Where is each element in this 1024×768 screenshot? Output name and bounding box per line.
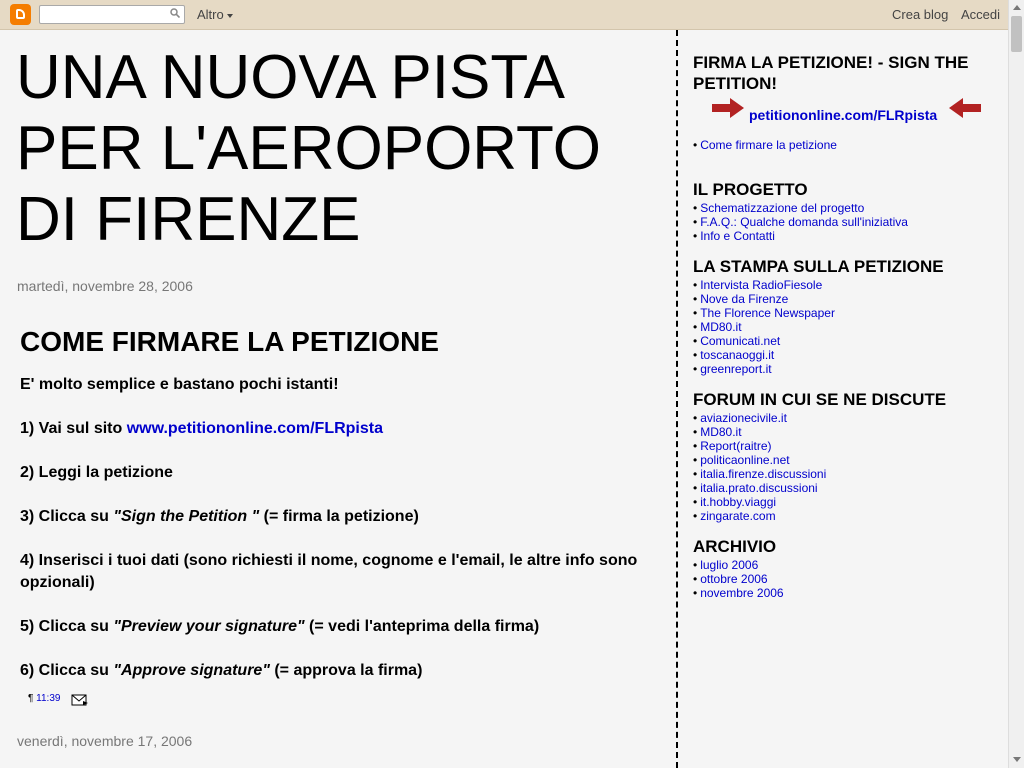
step-6-suffix: (= approva la firma) xyxy=(269,662,423,679)
sidebar-link[interactable]: The Florence Newspaper xyxy=(700,306,835,320)
sidebar-link[interactable]: luglio 2006 xyxy=(700,558,759,572)
list-item xyxy=(693,229,908,243)
list-item xyxy=(693,138,837,152)
list-item xyxy=(693,572,784,586)
email-post-icon[interactable] xyxy=(71,693,89,707)
vertical-scrollbar[interactable] xyxy=(1008,0,1024,768)
sidebar-link[interactable]: Report(raitre) xyxy=(700,439,772,453)
sidebar-link[interactable]: italia.firenze.discussioni xyxy=(700,467,827,481)
stampa-list xyxy=(693,278,835,376)
list-item xyxy=(693,411,826,425)
step-3-em: "Sign the Petition " xyxy=(113,508,260,525)
sidebar-link[interactable]: toscanaoggi.it xyxy=(700,348,775,362)
search-input[interactable] xyxy=(43,7,165,24)
list-item xyxy=(693,306,835,320)
search-box[interactable] xyxy=(39,5,185,24)
sidebar-link[interactable]: Schematizzazione del progetto xyxy=(700,201,865,215)
altro-label: Altro xyxy=(197,7,224,22)
arrow-left-icon xyxy=(949,98,981,118)
blogger-navbar xyxy=(0,0,1024,30)
list-item xyxy=(693,467,826,481)
crea-blog-link[interactable]: Crea blog xyxy=(892,7,949,22)
next-post-date: venerdì, novembre 17, 2006 xyxy=(17,733,193,749)
list-item xyxy=(693,439,826,453)
sidebar-link[interactable]: F.A.Q.: Qualche domanda sull'iniziativa xyxy=(700,215,908,229)
sidebar-link[interactable]: MD80.it xyxy=(700,425,742,439)
sidebar-link[interactable]: Intervista RadioFiesole xyxy=(700,278,823,292)
list-item xyxy=(693,320,835,334)
step-3-suffix: (= firma la petizione) xyxy=(259,508,419,525)
forum-heading: FORUM IN CUI SE NE DISCUTE xyxy=(693,390,947,409)
step-1 xyxy=(20,418,650,440)
sidebar-link[interactable]: Nove da Firenze xyxy=(700,292,789,306)
step-6 xyxy=(20,660,650,682)
archivio-heading: ARCHIVIO xyxy=(693,537,777,556)
sidebar-link[interactable]: MD80.it xyxy=(700,320,742,334)
list-item xyxy=(693,481,826,495)
sidebar-link[interactable]: it.hobby.viaggi xyxy=(700,495,777,509)
list-item xyxy=(693,453,826,467)
sidebar-link[interactable]: aviazionecivile.it xyxy=(700,411,787,425)
firma-heading: FIRMA LA PETIZIONE! - SIGN THE PETITION! xyxy=(693,53,969,93)
list-item xyxy=(693,558,784,572)
list-item xyxy=(693,362,835,376)
step-5-text: 5) Clicca su xyxy=(20,618,114,635)
altro-menu[interactable] xyxy=(197,7,233,22)
step-2: 2) Leggi la petizione xyxy=(20,464,173,481)
forum-list xyxy=(693,411,826,523)
post-time-link[interactable]: 11:39 xyxy=(36,693,61,704)
blog-title[interactable]: UNA NUOVA PISTA PER L'AEROPORTO DI FIRENZE xyxy=(16,43,601,254)
list-item xyxy=(693,509,826,523)
step-5-suffix: (= vedi l'anteprima della firma) xyxy=(304,618,540,635)
progetto-heading: IL PROGETTO xyxy=(693,180,808,199)
sidebar-link[interactable]: greenreport.it xyxy=(700,362,772,376)
list-item xyxy=(693,201,908,215)
scroll-up-icon[interactable] xyxy=(1013,5,1021,10)
list-item xyxy=(693,292,835,306)
post-title: COME FIRMARE LA PETIZIONE xyxy=(20,326,439,357)
chevron-down-icon xyxy=(227,14,233,18)
sidebar-link[interactable]: ottobre 2006 xyxy=(700,572,768,586)
sidebar-link[interactable]: politicaonline.net xyxy=(700,453,790,467)
list-item xyxy=(693,215,908,229)
list-item xyxy=(693,495,826,509)
scrollbar-thumb[interactable] xyxy=(1011,16,1022,52)
progetto-list xyxy=(693,201,908,243)
step-5 xyxy=(20,616,650,638)
archivio-list xyxy=(693,558,784,600)
post-date: martedì, novembre 28, 2006 xyxy=(17,278,193,294)
firma-list xyxy=(693,138,837,152)
petition-url-link[interactable]: www.petitiononline.com/FLRpista xyxy=(126,420,383,437)
step-4: 4) Inserisci i tuoi dati (sono richiesti il nome, cognome e l'email, le altre info sono opzionali) xyxy=(20,552,638,591)
petition-link[interactable]: petitiononline.com/FLRpista xyxy=(749,107,938,123)
sidebar-link[interactable]: Info e Contatti xyxy=(700,229,775,243)
main-column xyxy=(0,30,676,768)
list-item xyxy=(693,348,835,362)
list-item xyxy=(693,278,835,292)
arrow-right-icon xyxy=(712,98,744,118)
sidebar-link[interactable]: Comunicati.net xyxy=(700,334,781,348)
step-6-em: "Approve signature" xyxy=(113,662,270,679)
accedi-link[interactable]: Accedi xyxy=(961,7,1001,22)
list-item xyxy=(693,334,835,348)
search-icon[interactable] xyxy=(170,8,180,18)
list-item xyxy=(693,586,784,600)
scroll-down-icon[interactable] xyxy=(1013,757,1021,762)
step-3 xyxy=(20,506,650,528)
pilcrow-icon: ¶ xyxy=(28,693,34,704)
sidebar-link[interactable]: Come firmare la petizione xyxy=(700,138,837,152)
sidebar-link[interactable]: novembre 2006 xyxy=(700,586,784,600)
list-item xyxy=(693,425,826,439)
post-body xyxy=(20,374,650,704)
post-intro: E' molto semplice e bastano pochi istanti! xyxy=(20,376,339,393)
sidebar-link[interactable]: italia.prato.discussioni xyxy=(700,481,818,495)
stampa-heading: LA STAMPA SULLA PETIZIONE xyxy=(693,257,944,276)
post-footer xyxy=(28,693,60,704)
sidebar-link[interactable]: zingarate.com xyxy=(700,509,776,523)
blogger-logo-icon[interactable] xyxy=(10,4,31,25)
step-1-text: 1) Vai sul sito xyxy=(20,420,127,437)
step-6-text: 6) Clicca su xyxy=(20,662,114,679)
step-5-em: "Preview your signature" xyxy=(113,618,305,635)
step-3-text: 3) Clicca su xyxy=(20,508,114,525)
column-divider xyxy=(676,30,678,768)
